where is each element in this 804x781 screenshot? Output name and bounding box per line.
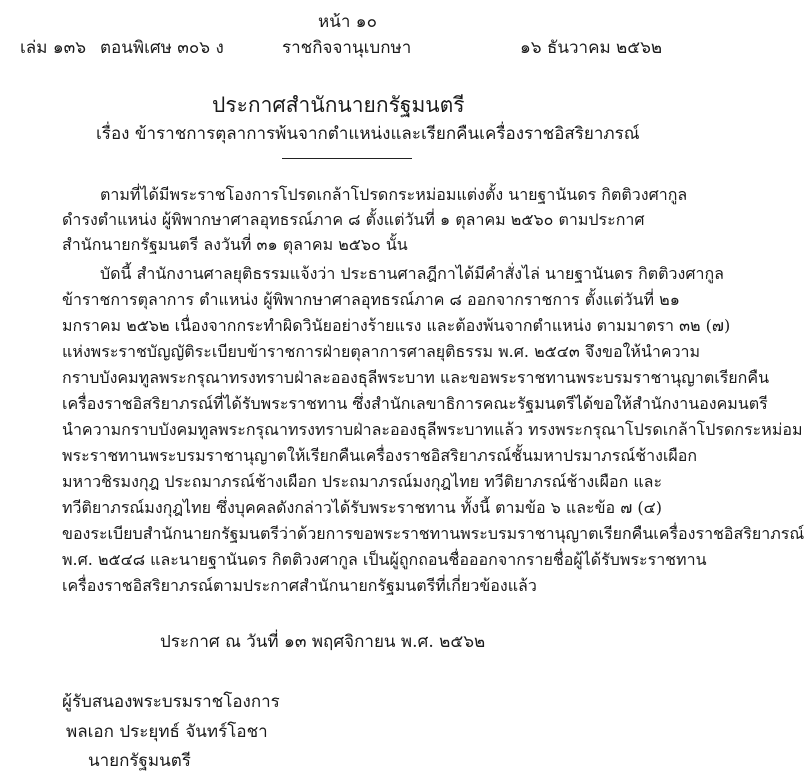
paragraph2-line: ของระเบียบสำนักนายกรัฐมนตรีว่าด้วยการขอพระราชทานพระบรมราชานุญาตเรียกคืนเครื่องราชอิสริยาภรณ์: [62, 524, 804, 543]
page-title: ประกาศสำนักนายกรัฐมนตรี: [212, 93, 465, 117]
paragraph2-line: เครื่องราชอิสริยาภรณ์ที่ได้รับพระราชทาน ซึ่งสำนักเลขาธิการคณะรัฐมนตรีได้ขอให้สำนักงานองคมนตรี: [62, 394, 768, 413]
page-number: หน้า ๑๐: [318, 12, 377, 32]
paragraph2-line: บัดนี้ สำนักงานศาลยุติธรรมแจ้งว่า ประธานศาลฎีกาได้มีคำสั่งไล่ นายฐานันดร กิตติวงศากูล: [100, 264, 724, 283]
announcement-date: ประกาศ ณ วันที่ ๑๓ พฤศจิกายน พ.ศ. ๒๕๖๒: [160, 632, 486, 652]
paragraph2-line: พระราชทานพระบรมราชานุญาตให้เรียกคืนเครื่องราชอิสริยาภรณ์ชั้นมหาปรมาภรณ์ช้างเผือก: [62, 446, 698, 465]
gazette-date: ๑๖ ธันวาคม ๒๕๖๒: [520, 38, 663, 58]
signature-name: พลเอก ประยุทธ์ จันทร์โอชา: [66, 722, 268, 742]
paragraph2-line: ทวีติยาภรณ์มงกุฎไทย ซึ่งบุคคลดังกล่าวได้รับพระราชทาน ทั้งนี้ ตามข้อ ๖ และข้อ ๗ (๔): [62, 498, 662, 517]
subject-line: เรื่อง ข้าราชการตุลาการพ้นจากตำแหน่งและเรียกคืนเครื่องราชอิสริยาภรณ์: [96, 124, 640, 144]
paragraph1-line: ตามที่ได้มีพระราชโองการโปรดเกล้าโปรดกระหม่อมแต่งตั้ง นายฐานันดร กิตติวงศากูล: [100, 185, 688, 204]
paragraph2-line: นำความกราบบังคมทูลพระกรุณาทรงทราบฝ่าละอองธุลีพระบาทแล้ว ทรงพระกรุณาโปรดเกล้าโปรดกระหม่อม: [62, 420, 803, 439]
section-label: ตอนพิเศษ ๓๐๖ ง: [100, 38, 224, 58]
gazette-name: ราชกิจจานุเบกษา: [282, 38, 412, 58]
paragraph2-line: มกราคม ๒๕๖๒ เนื่องจากกระทำผิดวินัยอย่างร้ายแรง และต้องพ้นจากตำแหน่ง ตามมาตรา ๓๒ (๗): [62, 316, 731, 335]
paragraph1-line: ดำรงตำแหน่ง ผู้พิพากษาศาลอุทธรณ์ภาค ๘ ตั้งแต่วันที่ ๑ ตุลาคม ๒๕๖๐ ตามประกาศ: [62, 210, 645, 229]
title-divider: [282, 158, 412, 159]
paragraph2-line: มหาวชิรมงกุฎ ประถมาภรณ์ช้างเผือก ประถมาภรณ์มงกุฎไทย ทวีติยาภรณ์ช้างเผือก และ: [62, 472, 663, 491]
paragraph2-line: กราบบังคมทูลพระกรุณาทรงทราบฝ่าละอองธุลีพระบาท และขอพระราชทานพระบรมราชานุญาตเรียกคืน: [62, 368, 769, 387]
paragraph1-line: สำนักนายกรัฐมนตรี ลงวันที่ ๓๑ ตุลาคม ๒๕๖๐ นั้น: [62, 235, 408, 254]
signature-title: นายกรัฐมนตรี: [88, 751, 191, 771]
paragraph2-line: พ.ศ. ๒๕๔๘ และนายฐานันดร กิตติวงศากูล เป็นผู้ถูกถอนชื่อออกจากรายชื่อผู้ได้รับพระราชทาน: [62, 550, 707, 569]
signature-line: ผู้รับสนองพระบรมราชโองการ: [62, 692, 280, 712]
paragraph2-line: เครื่องราชอิสริยาภรณ์ตามประกาศสำนักนายกรัฐมนตรีที่เกี่ยวข้องแล้ว: [62, 576, 537, 595]
paragraph2-line: แห่งพระราชบัญญัติระเบียบข้าราชการฝ่ายตุลาการศาลยุติธรรม พ.ศ. ๒๕๔๓ จึงขอให้นำความ: [62, 342, 701, 361]
volume-label: เล่ม ๑๓๖: [20, 38, 87, 58]
paragraph2-line: ข้าราชการตุลาการ ตำแหน่ง ผู้พิพากษาศาลอุทธรณ์ภาค ๘ ออกจากราชการ ตั้งแต่วันที่ ๒๑: [62, 290, 680, 309]
